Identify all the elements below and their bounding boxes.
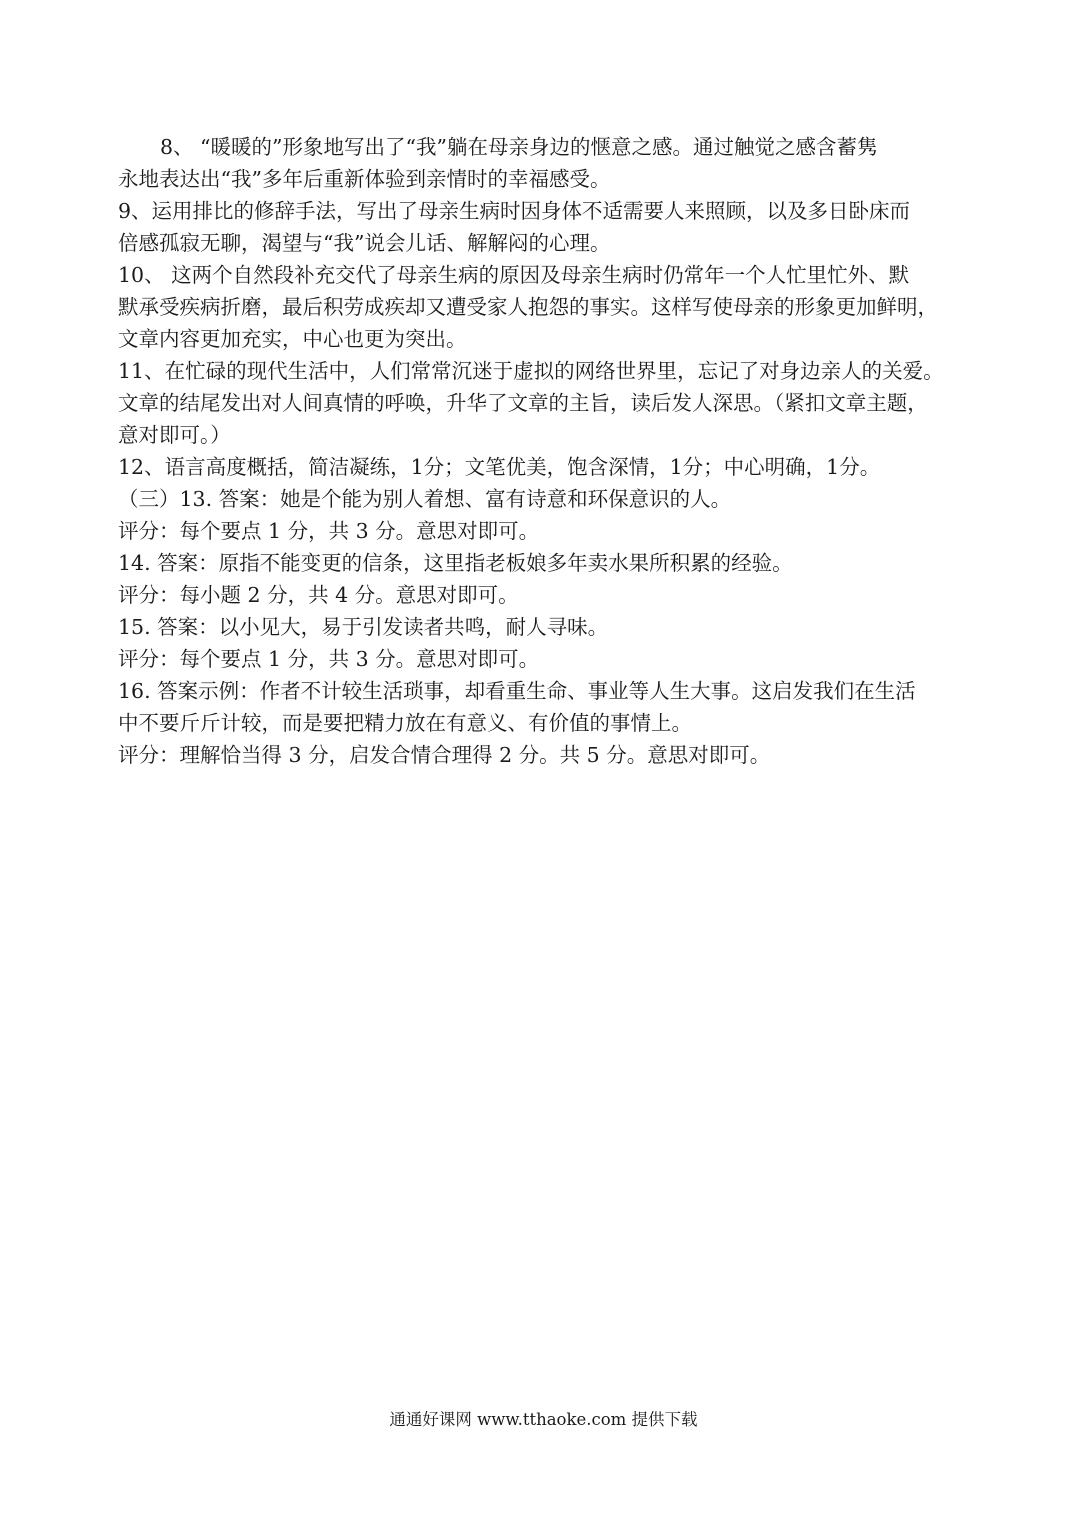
- answer-line: 倍感孤寂无聊，渴望与“我”说会儿话、解解闷的心理。: [118, 231, 611, 255]
- answer-line: 文章的结尾发出对人间真情的呼唤，升华了文章的主旨，读后发人深思。（紧扣文章主题，: [118, 391, 928, 415]
- answer-line: 中不要斤斤计较，而是要把精力放在有意义、有价值的事情上。: [118, 711, 692, 735]
- answer-line: 文章内容更加充实，中心也更为突出。: [118, 327, 467, 351]
- answer-line: 9、运用排比的修辞手法，写出了母亲生病时因身体不适需要人来照顾，以及多日卧床而: [118, 199, 911, 223]
- answer-line: 默承受疾病折磨，最后积劳成疾却又遭受家人抱怨的事实。这样写使母亲的形象更加鲜明，: [118, 295, 938, 319]
- page-footer: 通通好课网 www.tthaoke.com 提供下载: [389, 1410, 698, 1429]
- answer-line: 12、语言高度概括，简洁凝练，1分；文笔优美，饱含深情，1分；中心明确，1分。: [118, 455, 881, 479]
- answer-line: （三）13. 答案：她是个能为别人着想、富有诗意和环保意识的人。: [118, 487, 732, 511]
- answer-line: 10、 这两个自然段补充交代了母亲生病的原因及母亲生病时仍常年一个人忙里忙外、默: [118, 263, 910, 287]
- scoring-line: 评分：理解恰当得 3 分，启发合情合理得 2 分。共 5 分。意思对即可。: [118, 743, 771, 767]
- document-body: [118, 131, 973, 771]
- answer-line: 11、在忙碌的现代生活中，人们常常沉迷于虚拟的网络世界里，忘记了对身边亲人的关爱。: [118, 359, 944, 383]
- answer-line: 15. 答案：以小见大，易于引发读者共鸣，耐人寻味。: [118, 615, 609, 639]
- answer-line: 8、 “暖暖的”形象地写出了“我”躺在母亲身边的惬意之感。通过触觉之感含蓄隽: [160, 135, 878, 159]
- scoring-line: 评分：每个要点 1 分，共 3 分。意思对即可。: [118, 647, 540, 671]
- answer-line: 永地表达出“我”多年后重新体验到亲情时的幸福感受。: [118, 167, 611, 191]
- scoring-line: 评分：每个要点 1 分，共 3 分。意思对即可。: [118, 519, 540, 543]
- answer-line: 意对即可。）: [118, 423, 231, 447]
- answer-line: 14. 答案：原指不能变更的信条，这里指老板娘多年卖水果所积累的经验。: [118, 551, 793, 575]
- answer-line: 16. 答案示例：作者不计较生活琐事，却看重生命、事业等人生大事。这启发我们在生活: [118, 679, 916, 703]
- scoring-line: 评分：每小题 2 分，共 4 分。意思对即可。: [118, 583, 519, 607]
